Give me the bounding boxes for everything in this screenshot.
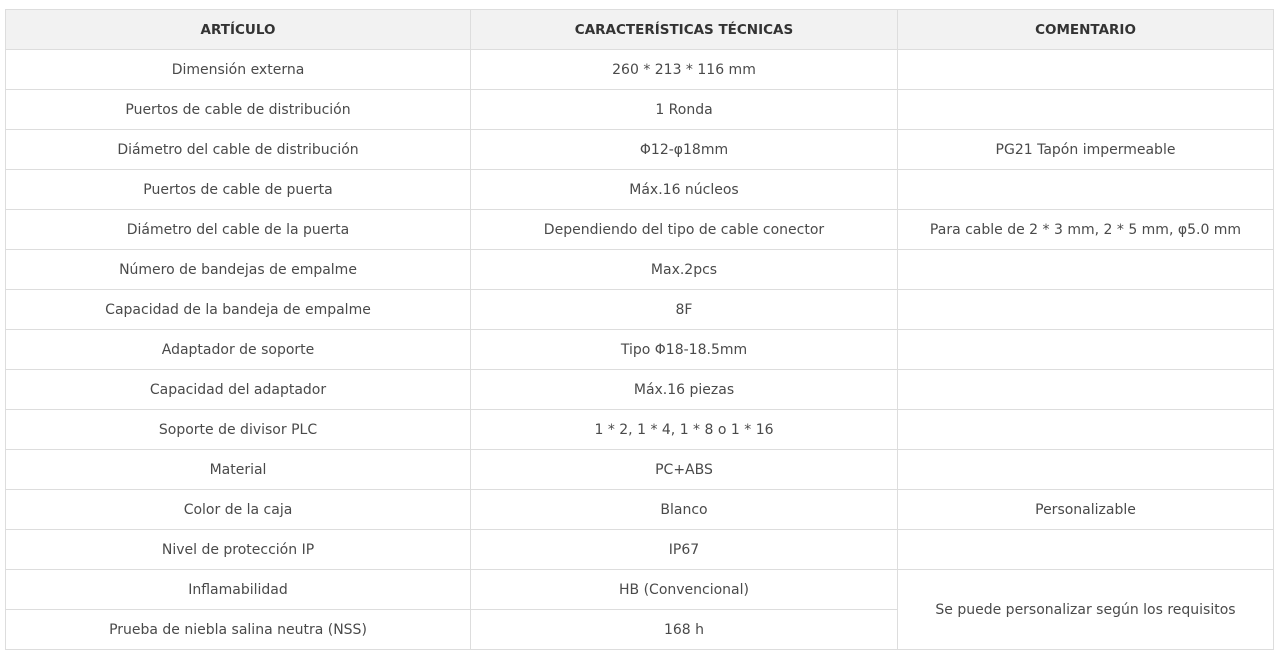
cell-comment (898, 170, 1274, 210)
cell-item: Dimensión externa (6, 50, 471, 90)
cell-spec: PC+ABS (471, 450, 898, 490)
column-header-spec: CARACTERÍSTICAS TÉCNICAS (471, 10, 898, 50)
table-row (6, 530, 1274, 570)
table-header-row (6, 10, 1274, 50)
cell-item: Capacidad del adaptador (6, 370, 471, 410)
cell-comment (898, 50, 1274, 90)
cell-item: Soporte de divisor PLC (6, 410, 471, 450)
cell-spec: 168 h (471, 610, 898, 650)
table-row (6, 410, 1274, 450)
cell-spec: Max.2pcs (471, 250, 898, 290)
cell-item: Color de la caja (6, 490, 471, 530)
cell-comment (898, 290, 1274, 330)
cell-comment: Personalizable (898, 490, 1274, 530)
cell-item: Puertos de cable de puerta (6, 170, 471, 210)
cell-spec: Blanco (471, 490, 898, 530)
cell-spec: 260 * 213 * 116 mm (471, 50, 898, 90)
cell-item: Prueba de niebla salina neutra (NSS) (6, 610, 471, 650)
cell-item: Número de bandejas de empalme (6, 250, 471, 290)
cell-item: Material (6, 450, 471, 490)
cell-spec: 1 Ronda (471, 90, 898, 130)
cell-comment (898, 250, 1274, 290)
table-row (6, 170, 1274, 210)
cell-spec: Máx.16 núcleos (471, 170, 898, 210)
table-row (6, 210, 1274, 250)
table-row (6, 250, 1274, 290)
column-header-comment: COMENTARIO (898, 10, 1274, 50)
cell-item: Capacidad de la bandeja de empalme (6, 290, 471, 330)
cell-item: Inflamabilidad (6, 570, 471, 610)
cell-comment (898, 330, 1274, 370)
table-row (6, 570, 1274, 610)
cell-comment (898, 370, 1274, 410)
cell-spec: Tipo Φ18-18.5mm (471, 330, 898, 370)
cell-comment: PG21 Tapón impermeable (898, 130, 1274, 170)
cell-comment (898, 410, 1274, 450)
cell-spec: 8F (471, 290, 898, 330)
cell-spec: HB (Convencional) (471, 570, 898, 610)
table-row (6, 450, 1274, 490)
cell-item: Adaptador de soporte (6, 330, 471, 370)
table-row (6, 370, 1274, 410)
cell-item: Puertos de cable de distribución (6, 90, 471, 130)
table-row (6, 130, 1274, 170)
cell-item: Diámetro del cable de la puerta (6, 210, 471, 250)
cell-item: Diámetro del cable de distribución (6, 130, 471, 170)
cell-comment (898, 530, 1274, 570)
cell-spec: Dependiendo del tipo de cable conector (471, 210, 898, 250)
cell-spec: Máx.16 piezas (471, 370, 898, 410)
cell-comment-merged: Se puede personalizar según los requisitos (898, 570, 1274, 650)
cell-comment (898, 90, 1274, 130)
table-row (6, 330, 1274, 370)
cell-comment (898, 450, 1274, 490)
cell-spec: IP67 (471, 530, 898, 570)
table-row (6, 490, 1274, 530)
table-row (6, 90, 1274, 130)
cell-spec: Φ12-φ18mm (471, 130, 898, 170)
cell-spec: 1 * 2, 1 * 4, 1 * 8 o 1 * 16 (471, 410, 898, 450)
column-header-item: ARTÍCULO (6, 10, 471, 50)
cell-item: Nivel de protección IP (6, 530, 471, 570)
cell-comment: Para cable de 2 * 3 mm, 2 * 5 mm, φ5.0 mm (898, 210, 1274, 250)
table-row (6, 50, 1274, 90)
spec-table (5, 9, 1274, 650)
table-row (6, 290, 1274, 330)
